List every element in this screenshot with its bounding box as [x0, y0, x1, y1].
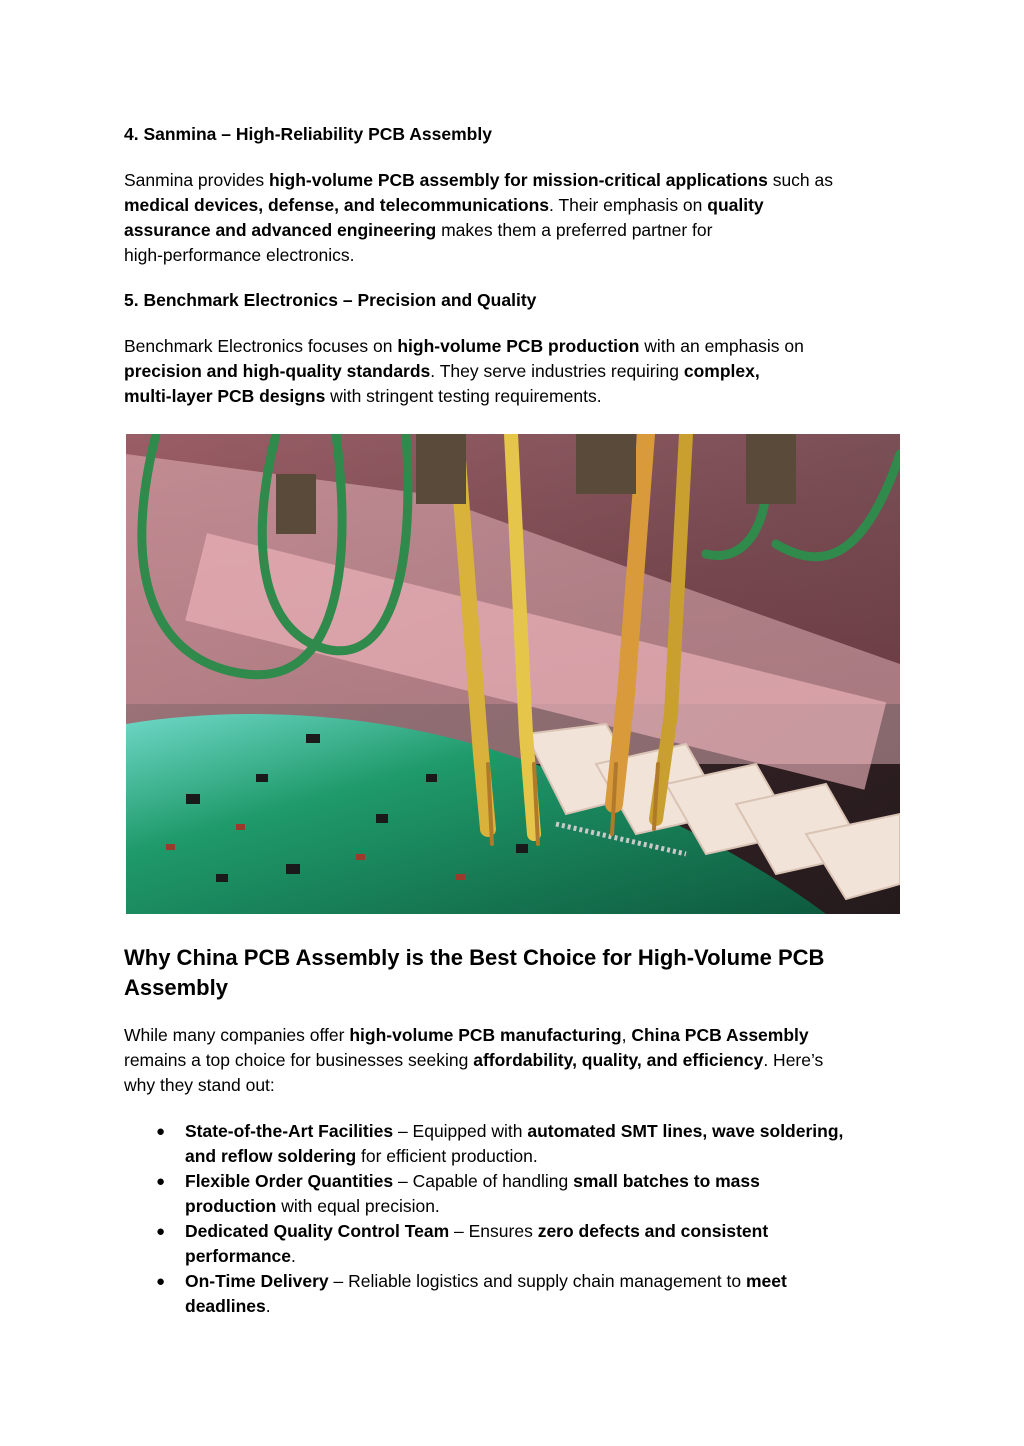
component [516, 844, 528, 853]
pcb-photo-illustration [126, 434, 900, 914]
component [456, 874, 465, 880]
section-heading-why-china: Why China PCB Assembly is the Best Choice for High-Volume PCB Assembly [124, 945, 825, 1000]
paragraph-why-china: While many companies offer high-volume PCB manufacturing, China PCB Assembly remains a top choice for businesses seeking affordability, quality, and efficiency. Here’s why they stand out: [124, 1025, 824, 1095]
section-heading-sanmina: 4. Sanmina – High-Reliability PCB Assembly [124, 124, 492, 144]
list-item: ● Flexible Order Quantities – Capable of handling small batches to mass production with equal precision. [156, 1171, 760, 1216]
component [216, 874, 228, 882]
bullet-icon: ● [156, 1123, 166, 1140]
list-item: ● On-Time Delivery – Reliable logistics and supply chain management to meet deadlines. [156, 1271, 787, 1316]
paragraph-benchmark: Benchmark Electronics focuses on high-volume PCB production with an emphasis on precision and high-quality standards. They serve industries requiring complex, multi-layer PCB designs with stringent testing requirements. [124, 336, 804, 406]
holder [576, 434, 636, 494]
component [236, 824, 245, 830]
list-item: ● Dedicated Quality Control Team – Ensures zero defects and consistent performance. [156, 1221, 769, 1266]
component [306, 734, 320, 743]
list-item: ● State-of-the-Art Facilities – Equipped with automated SMT lines, wave soldering, and reflow soldering for efficient production. [156, 1121, 844, 1166]
holder [746, 434, 796, 504]
component [376, 814, 388, 823]
bullet-icon: ● [156, 1223, 166, 1240]
pcb-test-probe-photo [126, 434, 900, 914]
holder [416, 434, 466, 504]
paragraph-sanmina: Sanmina provides high-volume PCB assembly for mission-critical applications such as medical devices, defense, and telecommunications. Their emphasis on quality assurance and advanced engineering makes them a preferred partner for high-performance electronics. [124, 170, 834, 265]
component [426, 774, 437, 782]
component [256, 774, 268, 782]
component [286, 864, 300, 874]
component [356, 854, 365, 860]
benefits-list [124, 1119, 902, 1319]
holder [276, 474, 316, 534]
section-heading-benchmark: 5. Benchmark Electronics – Precision and Quality [124, 290, 537, 310]
bullet-icon: ● [156, 1173, 166, 1190]
bullet-icon: ● [156, 1273, 166, 1290]
component [166, 844, 175, 850]
component [186, 794, 200, 804]
